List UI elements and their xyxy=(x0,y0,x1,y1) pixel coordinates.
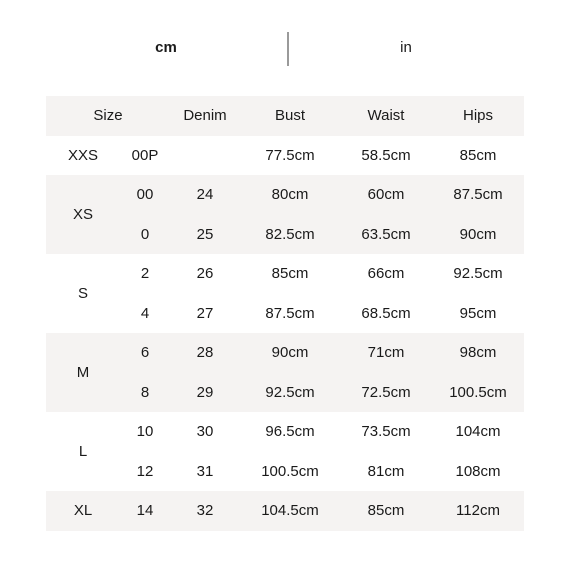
waist-cell: 72.5cm xyxy=(361,383,411,401)
denim-cell: 25 xyxy=(196,225,214,243)
size-group-s xyxy=(46,254,524,333)
waist-cell: 73.5cm xyxy=(361,423,411,441)
size-label: XS xyxy=(72,206,93,223)
hips-cell: 85cm xyxy=(459,146,497,164)
waist-cell: 85cm xyxy=(367,502,405,520)
waist-cell: 66cm xyxy=(367,265,405,283)
bust-cell: 87.5cm xyxy=(265,304,315,322)
size-number-cell: 8 xyxy=(140,383,150,401)
bust-cell: 96.5cm xyxy=(265,423,315,441)
table-row xyxy=(46,215,524,255)
hips-cell: 104cm xyxy=(455,423,501,441)
table-row xyxy=(46,294,524,334)
size-number-cell: 0 xyxy=(140,225,150,243)
hips-cell: 112cm xyxy=(456,502,500,520)
table-row xyxy=(46,491,524,531)
size-chart-table xyxy=(46,96,524,531)
table-header-row xyxy=(46,96,524,136)
table-row xyxy=(46,452,524,492)
table-row xyxy=(46,136,524,176)
table-row xyxy=(46,333,524,373)
hips-cell: 98cm xyxy=(459,344,497,362)
waist-cell: 71cm xyxy=(367,344,405,362)
size-number-cell: 6 xyxy=(140,344,150,362)
header-size: Size xyxy=(93,107,123,125)
table-row xyxy=(46,412,524,452)
table-row xyxy=(46,175,524,215)
size-number-cell: 00P xyxy=(131,146,159,164)
header-denim: Denim xyxy=(183,107,227,125)
bust-cell: 85cm xyxy=(271,265,309,283)
unit-option-cm[interactable]: cm xyxy=(155,39,177,56)
size-group-xs xyxy=(46,175,524,254)
hips-cell: 90cm xyxy=(459,225,497,243)
denim-cell: 30 xyxy=(196,423,214,441)
bust-cell: 80cm xyxy=(271,186,309,204)
size-label: XXS xyxy=(67,146,98,164)
header-bust: Bust xyxy=(274,107,305,125)
denim-cell: 32 xyxy=(196,502,214,520)
header-waist: Waist xyxy=(367,107,405,125)
bust-cell: 82.5cm xyxy=(265,225,315,243)
hips-cell: 87.5cm xyxy=(453,186,503,204)
table-body xyxy=(46,136,524,531)
size-label: M xyxy=(76,364,90,381)
waist-cell: 60cm xyxy=(367,186,405,204)
size-group-xxs xyxy=(46,136,524,176)
bust-cell: 104.5cm xyxy=(261,502,319,520)
size-group-l xyxy=(46,412,524,491)
denim-cell: 28 xyxy=(196,344,214,362)
size-label: L xyxy=(78,443,88,460)
size-number-cell: 4 xyxy=(140,304,150,322)
size-number-cell: 14 xyxy=(136,502,154,520)
size-label: XL xyxy=(73,502,93,520)
size-number-cell: 00 xyxy=(136,186,154,204)
header-hips: Hips xyxy=(462,107,493,125)
hips-cell: 108cm xyxy=(455,462,501,480)
hips-cell: 92.5cm xyxy=(453,265,503,283)
waist-cell: 68.5cm xyxy=(361,304,411,322)
waist-cell: 81cm xyxy=(367,462,405,480)
denim-cell: 24 xyxy=(196,186,214,204)
size-number-cell: 12 xyxy=(136,462,154,480)
bust-cell: 90cm xyxy=(271,344,309,362)
hips-cell: 95cm xyxy=(459,304,497,322)
denim-cell: 27 xyxy=(196,304,214,322)
unit-option-in[interactable]: in xyxy=(400,39,412,56)
hips-cell: 100.5cm xyxy=(449,383,507,401)
size-number-cell: 10 xyxy=(136,423,154,441)
waist-cell: 58.5cm xyxy=(361,146,411,164)
size-number-cell: 2 xyxy=(140,265,150,283)
denim-cell xyxy=(170,136,240,176)
size-group-xl xyxy=(46,491,524,531)
denim-cell: 31 xyxy=(196,462,214,480)
unit-toggle xyxy=(46,28,524,68)
size-group-m xyxy=(46,333,524,412)
denim-cell: 26 xyxy=(196,265,214,283)
table-row xyxy=(46,373,524,413)
denim-cell: 29 xyxy=(196,383,214,401)
waist-cell: 63.5cm xyxy=(361,225,411,243)
table-row xyxy=(46,254,524,294)
size-label: S xyxy=(77,285,88,302)
bust-cell: 92.5cm xyxy=(265,383,315,401)
bust-cell: 77.5cm xyxy=(265,146,315,164)
bust-cell: 100.5cm xyxy=(261,462,319,480)
